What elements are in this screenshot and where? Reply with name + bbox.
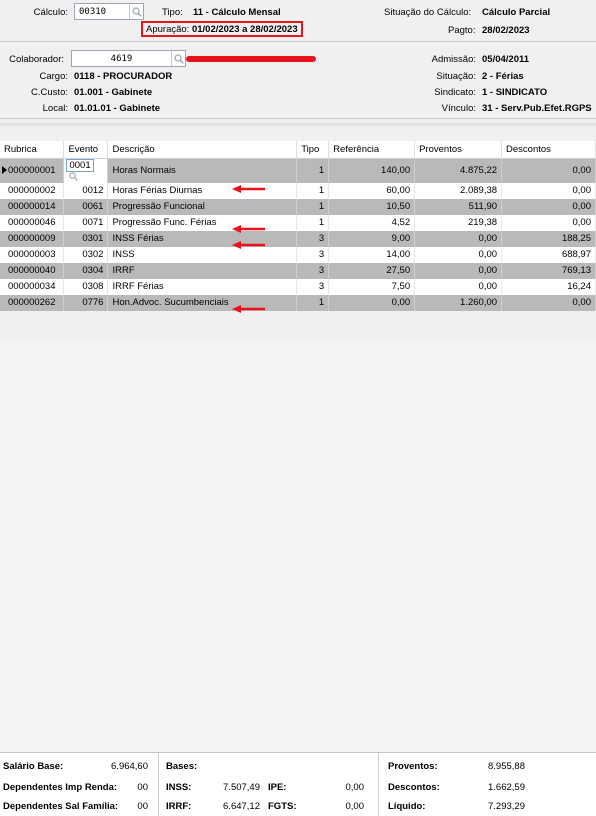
table-row[interactable] <box>0 231 596 247</box>
redaction-mark <box>186 56 316 62</box>
ccusto-value: 01.001 - Gabinete <box>74 87 153 98</box>
local-value: 01.01.01 - Gabinete <box>74 103 161 114</box>
header-divider <box>0 41 596 42</box>
rubrica-cell: 000000040 <box>0 263 64 279</box>
grid-empty-area <box>0 340 596 752</box>
liquido-total-label: Líquido: <box>388 801 426 812</box>
col-header-evento[interactable]: Evento <box>64 141 108 158</box>
situacao-calculo-value: Cálculo Parcial <box>482 7 551 18</box>
descontos-total-value: 1.662,59 <box>488 782 525 793</box>
cargo-value: 0118 - PROCURADOR <box>74 71 173 82</box>
ipe-base-value: 0,00 <box>345 782 364 793</box>
evento-cell: 0302 <box>64 247 108 263</box>
evento-cell: 0012 <box>64 183 108 199</box>
table-row[interactable] <box>0 158 596 183</box>
proventos-cell: 2.089,38 <box>415 183 502 199</box>
referencia-cell: 10,50 <box>329 199 415 215</box>
table-row[interactable] <box>0 263 596 279</box>
admissao-value: 05/04/2011 <box>482 54 530 65</box>
evento-cell: 0071 <box>64 215 108 231</box>
tipo-label: Tipo: <box>162 7 183 18</box>
referencia-cell: 4,52 <box>329 215 415 231</box>
evento-cell: 0304 <box>64 263 108 279</box>
annotation-arrow-icon <box>232 305 266 313</box>
col-header-proventos[interactable]: Proventos <box>415 141 502 158</box>
splitter[interactable] <box>0 123 596 126</box>
proventos-cell: 0,00 <box>415 279 502 295</box>
proventos-cell: 511,90 <box>415 199 502 215</box>
annotation-arrow-icon <box>232 225 266 233</box>
footer-divider <box>378 753 379 816</box>
apuracao-value: 01/02/2023 a 28/02/2023 <box>191 23 298 35</box>
col-header-referencia[interactable]: Referência <box>329 141 415 158</box>
table-header-row <box>0 141 596 158</box>
dep-imp-renda-label: Dependentes Imp Renda: <box>3 782 118 793</box>
events-table <box>0 141 596 311</box>
referencia-cell: 60,00 <box>329 183 415 199</box>
proventos-cell: 0,00 <box>415 263 502 279</box>
rubrica-cell: 000000262 <box>0 295 64 311</box>
descontos-cell: 688,97 <box>502 247 596 263</box>
footer-divider <box>158 753 159 816</box>
descricao-cell: Horas Normais <box>108 158 297 183</box>
cargo-label: Cargo: <box>39 71 68 82</box>
vinculo-value: 31 - Serv.Pub.Efet.RGPS <box>482 103 592 114</box>
sindicato-label: Sindicato: <box>434 87 476 98</box>
tipo-cell: 1 <box>297 199 329 215</box>
descontos-cell: 0,00 <box>502 295 596 311</box>
descontos-total-label: Descontos: <box>388 782 440 793</box>
evento-editor[interactable]: 0001 <box>66 159 93 172</box>
tipo-cell: 3 <box>297 279 329 295</box>
situacao-label: Situação: <box>436 71 476 82</box>
rubrica-cell: 000000003 <box>0 247 64 263</box>
descontos-cell: 769,13 <box>502 263 596 279</box>
employee-divider <box>0 118 596 119</box>
tipo-cell: 3 <box>297 263 329 279</box>
bases-label: Bases: <box>166 761 198 772</box>
colaborador-search-icon[interactable] <box>171 51 185 66</box>
proventos-cell: 0,00 <box>415 247 502 263</box>
proventos-total-value: 8.955,88 <box>488 761 525 772</box>
vinculo-label: Vínculo: <box>441 103 476 114</box>
irrf-base-label: IRRF: <box>166 801 192 812</box>
referencia-cell: 27,50 <box>329 263 415 279</box>
colaborador-value: 4619 <box>110 53 133 64</box>
calculo-value: 00310 <box>79 6 107 17</box>
situacao-value: 2 - Férias <box>482 71 524 82</box>
descricao-cell: Hon.Advoc. Sucumbenciais <box>108 295 297 311</box>
descontos-cell: 0,00 <box>502 199 596 215</box>
col-header-tipo[interactable]: Tipo <box>297 141 329 158</box>
tipo-cell: 1 <box>297 158 329 183</box>
annotation-arrow-icon <box>232 241 266 249</box>
proventos-total-label: Proventos: <box>388 761 438 772</box>
evento-cell[interactable] <box>64 158 108 183</box>
descontos-cell: 0,00 <box>502 215 596 231</box>
ipe-base-label: IPE: <box>268 782 287 793</box>
table-row[interactable] <box>0 247 596 263</box>
fgts-base-value: 0,00 <box>345 801 364 812</box>
fgts-base-label: FGTS: <box>268 801 297 812</box>
tipo-cell: 3 <box>297 247 329 263</box>
totals-footer <box>0 752 596 816</box>
dep-imp-renda-value: 00 <box>137 782 148 793</box>
referencia-cell: 14,00 <box>329 247 415 263</box>
rubrica-cell: 000000014 <box>0 199 64 215</box>
proventos-cell: 219,38 <box>415 215 502 231</box>
descricao-cell: IRRF <box>108 263 297 279</box>
evento-cell: 0301 <box>64 231 108 247</box>
evento-cell: 0308 <box>64 279 108 295</box>
apuracao-label: Apuração: <box>146 23 190 35</box>
calculo-search-icon[interactable] <box>129 4 143 19</box>
tipo-value: 11 - Cálculo Mensal <box>193 7 281 18</box>
referencia-cell: 9,00 <box>329 231 415 247</box>
calculo-input[interactable] <box>74 3 144 20</box>
col-header-rubrica[interactable]: Rubrica <box>0 141 64 158</box>
tipo-cell: 1 <box>297 295 329 311</box>
descontos-cell: 188,25 <box>502 231 596 247</box>
local-label: Local: <box>42 103 68 114</box>
rubrica-cell: 000000002 <box>0 183 64 199</box>
descricao-cell: INSS Férias <box>108 231 297 247</box>
ccusto-label: C.Custo: <box>31 87 68 98</box>
rubrica-cell: 000000046 <box>0 215 64 231</box>
dep-sal-familia-value: 00 <box>137 801 148 812</box>
evento-cell: 0061 <box>64 199 108 215</box>
proventos-cell: 0,00 <box>415 231 502 247</box>
sindicato-value: 1 - SINDICATO <box>482 87 548 98</box>
table-row[interactable] <box>0 215 596 231</box>
descricao-cell: INSS <box>108 247 297 263</box>
table-row[interactable] <box>0 279 596 295</box>
descontos-cell: 0,00 <box>502 183 596 199</box>
table-row[interactable] <box>0 295 596 311</box>
proventos-cell: 1.260,00 <box>415 295 502 311</box>
rubrica-cell: 000000034 <box>0 279 64 295</box>
annotation-arrow-icon <box>232 185 266 193</box>
descricao-cell: Progressão Func. Férias <box>108 215 297 231</box>
inss-base-label: INSS: <box>166 782 192 793</box>
colaborador-label: Colaborador: <box>9 54 64 65</box>
salario-base-value: 6.964,60 <box>111 761 148 772</box>
col-header-descricao[interactable]: Descrição <box>108 141 297 158</box>
evento-search-icon <box>69 172 78 181</box>
proventos-cell: 4.875,22 <box>415 158 502 183</box>
descricao-cell: Horas Férias Diurnas <box>108 183 297 199</box>
irrf-base-value: 6.647,12 <box>223 801 260 812</box>
rubrica-cell: 000000001 <box>0 158 64 183</box>
descricao-cell: IRRF Férias <box>108 279 297 295</box>
admissao-label: Admissão: <box>431 54 476 65</box>
liquido-total-value: 7.293,29 <box>488 801 525 812</box>
situacao-calculo-label: Situação do Cálculo: <box>384 7 472 18</box>
tipo-cell: 3 <box>297 231 329 247</box>
referencia-cell: 0,00 <box>329 295 415 311</box>
calculo-label: Cálculo: <box>33 7 68 18</box>
dep-sal-familia-label: Dependentes Sal Família: <box>3 801 119 812</box>
rubrica-cell: 000000009 <box>0 231 64 247</box>
col-header-descontos[interactable]: Descontos <box>502 141 596 158</box>
referencia-cell: 140,00 <box>329 158 415 183</box>
table-row[interactable] <box>0 199 596 215</box>
descontos-cell: 0,00 <box>502 158 596 183</box>
descontos-cell: 16,24 <box>502 279 596 295</box>
descricao-cell: Progressão Funcional <box>108 199 297 215</box>
referencia-cell: 7,50 <box>329 279 415 295</box>
salario-base-label: Salário Base: <box>3 761 64 772</box>
inss-base-value: 7.507,49 <box>223 782 260 793</box>
tipo-cell: 1 <box>297 183 329 199</box>
table-row[interactable] <box>0 183 596 199</box>
apuracao-highlight <box>141 21 303 37</box>
evento-cell: 0776 <box>64 295 108 311</box>
row-pointer-icon <box>2 166 7 174</box>
pagto-value: 28/02/2023 <box>482 25 530 36</box>
tipo-cell: 1 <box>297 215 329 231</box>
pagto-label: Pagto: <box>448 25 476 36</box>
colaborador-input[interactable] <box>71 50 186 67</box>
